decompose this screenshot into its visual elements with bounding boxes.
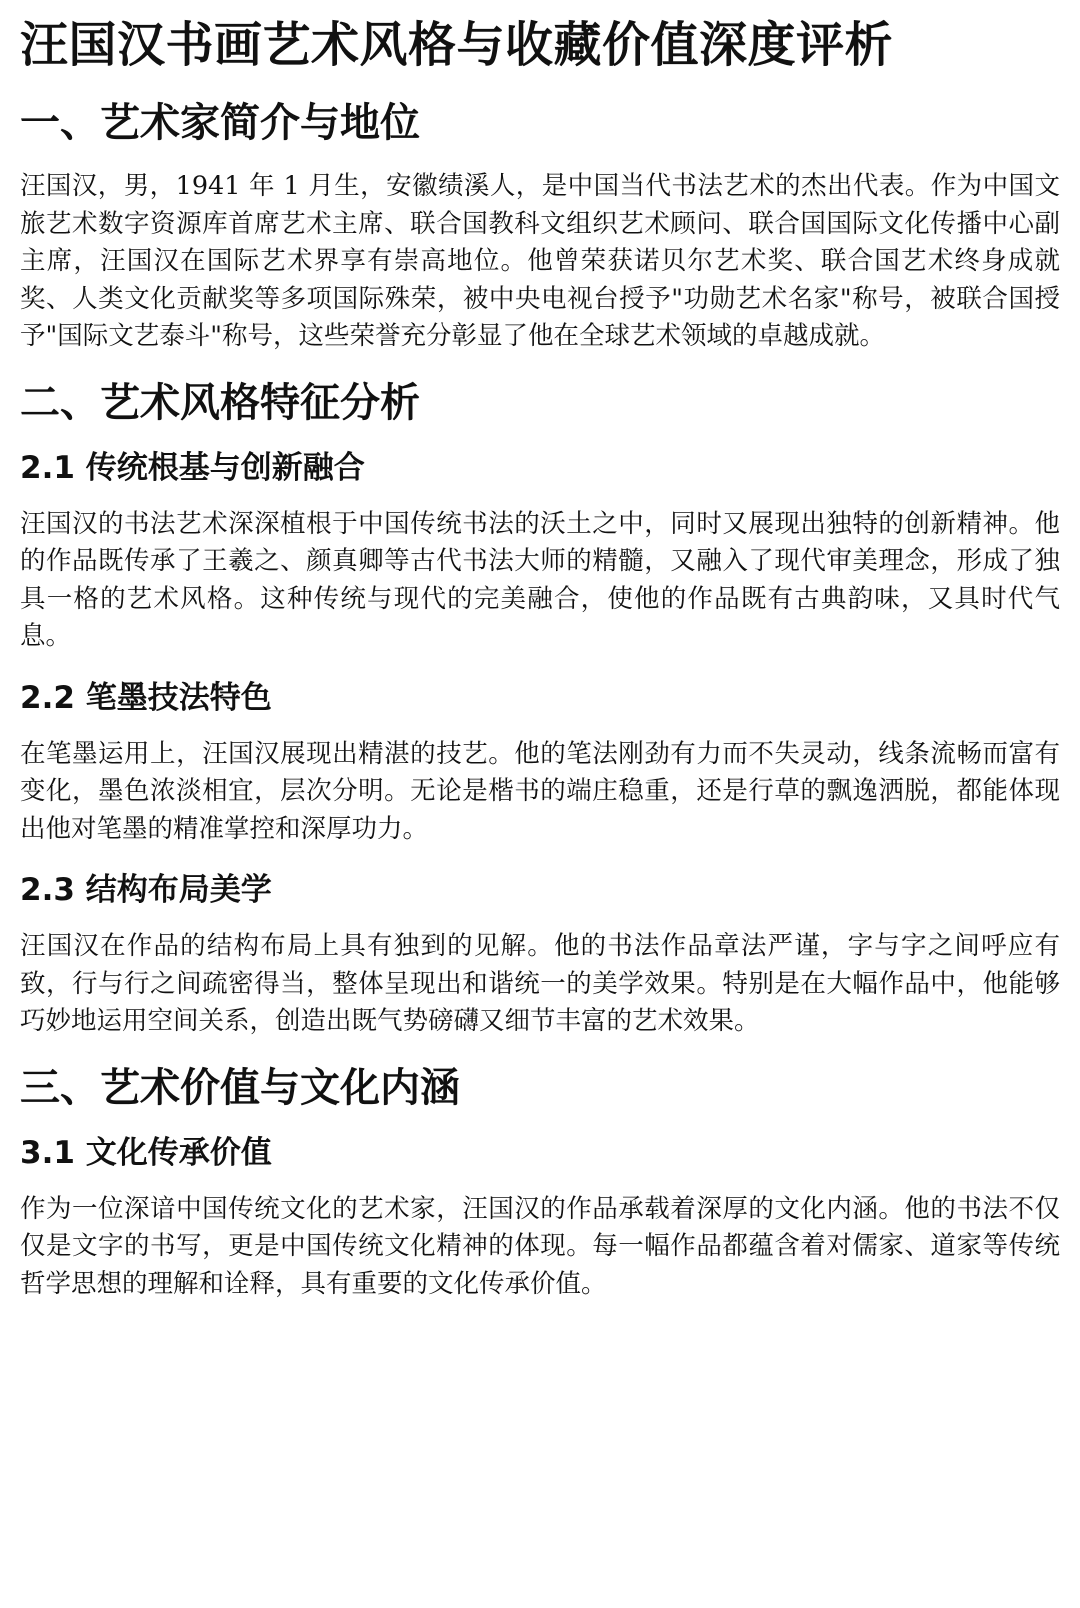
section-heading: 二、艺术风格特征分析: [20, 379, 420, 426]
section-paragraph: 汪国汉，男，1941 年 1 月生，安徽绩溪人，是中国当代书法艺术的杰出代表。作为中国文旅艺术数字资源库首席艺术主席、联合国教科文组织艺术顾问、联合国国际文化传播中心副主席，汪国汉在国际艺术界享有崇高地位。他曾荣获诺贝尔艺术奖、联合国艺术终身成就奖、人类文化贡献奖等多项国际殊荣，被中央电视台授予"功勋艺术名家"称号，被联合国授予"国际文艺泰斗"称号，这些荣誉充分彰显了他在全球艺术领域的卓越成就。: [20, 171, 1060, 351]
subsection-paragraph: 作为一位深谙中国传统文化的艺术家，汪国汉的作品承载着深厚的文化内涵。他的书法不仅仅是文字的书写，更是中国传统文化精神的体现。每一幅作品都蕴含着对儒家、道家等传统哲学思想的理解和诠释，具有重要的文化传承价值。: [20, 1193, 1060, 1299]
section-heading: 三、艺术价值与文化内涵: [20, 1064, 460, 1111]
subsection-paragraph: 汪国汉在作品的结构布局上具有独到的见解。他的书法作品章法严谨，字与字之间呼应有致，行与行之间疏密得当，整体呈现出和谐统一的美学效果。特别是在大幅作品中，他能够巧妙地运用空间关系，创造出既气势磅礴又细节丰富的艺术效果。: [20, 931, 1060, 1036]
subsection-paragraph: 汪国汉的书法艺术深深植根于中国传统书法的沃土之中，同时又展现出独特的创新精神。他的作品既传承了王羲之、颜真卿等古代书法大师的精髓，又融入了现代审美理念，形成了独具一格的艺术风格。这种传统与现代的完美融合，使他的作品既有古典韵味，又具时代气息。: [20, 508, 1060, 651]
document-title: 汪国汉书画艺术风格与收藏价值深度评析: [20, 17, 894, 73]
subsection-heading: 2.2 笔墨技法特色: [20, 679, 272, 716]
section-artist-intro: [20, 98, 1060, 356]
subsection-heading: 3.1 文化传承价值: [20, 1134, 272, 1171]
subsection-heading: 2.3 结构布局美学: [20, 872, 272, 908]
section-heading: 一、艺术家简介与地位: [20, 100, 420, 146]
subsection-paragraph: 在笔墨运用上，汪国汉展现出精湛的技艺。他的笔法刚劲有力而不失灵动，线条流畅而富有变化，墨色浓淡相宜，层次分明。无论是楷书的端庄稳重，还是行草的飘逸洒脱，都能体现出他对笔墨的精准掌控和深厚功力。: [20, 738, 1060, 844]
subsection-heading: 2.1 传统根基与创新融合: [20, 449, 365, 486]
section-art-style: [20, 378, 1060, 1041]
section-art-value: [20, 1063, 1060, 1304]
